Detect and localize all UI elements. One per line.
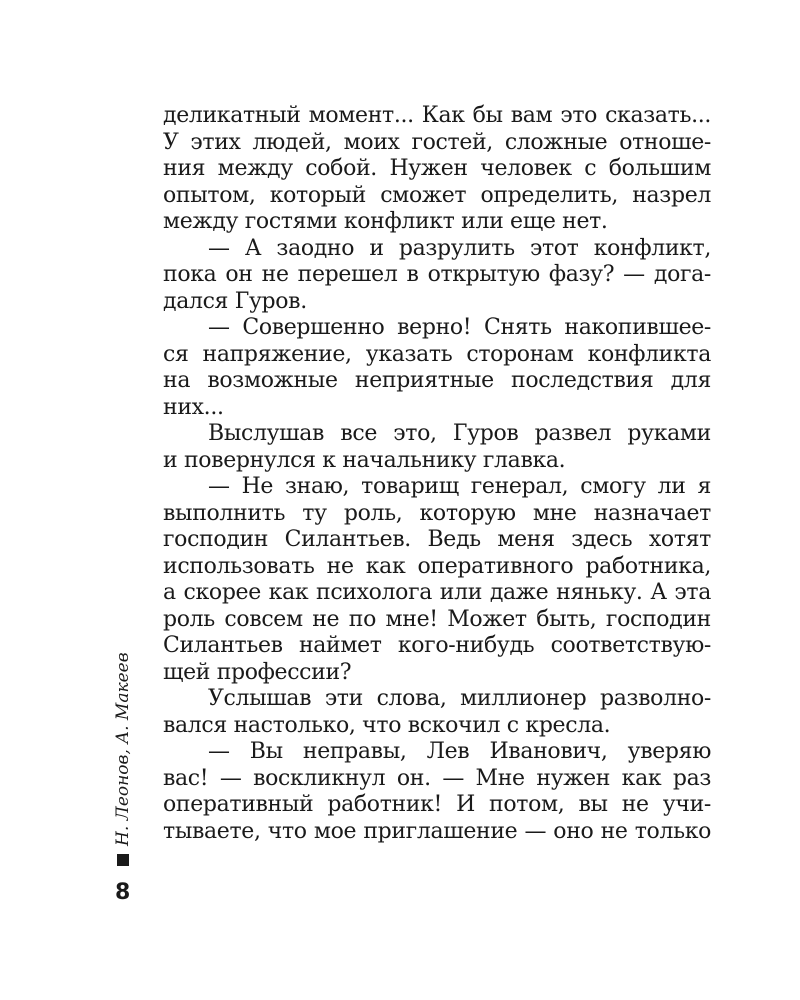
text-line: — Вы неправы, Лев Иванович, уверяю	[208, 739, 711, 764]
text-line: дался Гуров.	[163, 288, 307, 314]
text-line: Силантьев наймет кого-нибудь соответствую-	[163, 633, 711, 658]
text-line: них...	[163, 394, 224, 420]
text-line: а скорее как психолога или даже няньку. А эта	[163, 580, 711, 605]
page-number: 8	[115, 880, 131, 905]
text-line: — Не знаю, товарищ генерал, смогу ли я	[208, 474, 711, 499]
text-line: тываете, что мое приглашение — оно не только	[163, 818, 711, 844]
text-line: на возможные неприятные последствия для	[163, 368, 711, 393]
text-line: — А заодно и разрулить этот конфликт,	[208, 235, 711, 261]
text-line: Услышав эти слова, миллионер разволно-	[208, 686, 711, 711]
text-line: деликатный момент... Как бы вам это сказать...	[163, 103, 711, 128]
text-line: оперативный работник! И потом, вы не учи-	[163, 792, 711, 817]
text-line: использовать не как оперативного работника,	[163, 553, 711, 579]
text-line: роль совсем не по мне! Может быть, господин	[163, 606, 711, 632]
text-line: между гостями конфликт или еще нет.	[163, 209, 608, 234]
text-line: выполнить ту роль, которую мне назначает	[163, 500, 711, 526]
text-line: — Совершенно верно! Снять накопившее-	[208, 315, 711, 340]
body-text	[163, 103, 711, 845]
text-line: У этих людей, моих гостей, сложные отноше-	[163, 129, 711, 155]
text-line: пока он не перешел в открытую фазу? — дога-	[163, 262, 711, 287]
text-line: господин Силантьев. Ведь меня здесь хотят	[163, 527, 711, 552]
text-line: и повернулся к начальнику главка.	[163, 447, 566, 473]
text-line: Выслушав все это, Гуров развел руками	[208, 421, 711, 446]
running-head-authors: Н. Леонов, А. Макеев	[113, 652, 133, 846]
square-marker-icon	[117, 854, 129, 866]
text-line: вас! — воскликнул он. — Мне нужен как раз	[163, 765, 711, 791]
text-line: щей профессии?	[163, 659, 352, 685]
text-line: ся напряжение, указать сторонам конфликта	[163, 341, 711, 367]
running-head	[113, 652, 133, 866]
text-line: вался настолько, что вскочил с кресла.	[163, 712, 611, 738]
text-line: ния между собой. Нужен человек с большим	[163, 156, 711, 181]
text-line: опытом, который сможет определить, назрел	[163, 182, 711, 208]
